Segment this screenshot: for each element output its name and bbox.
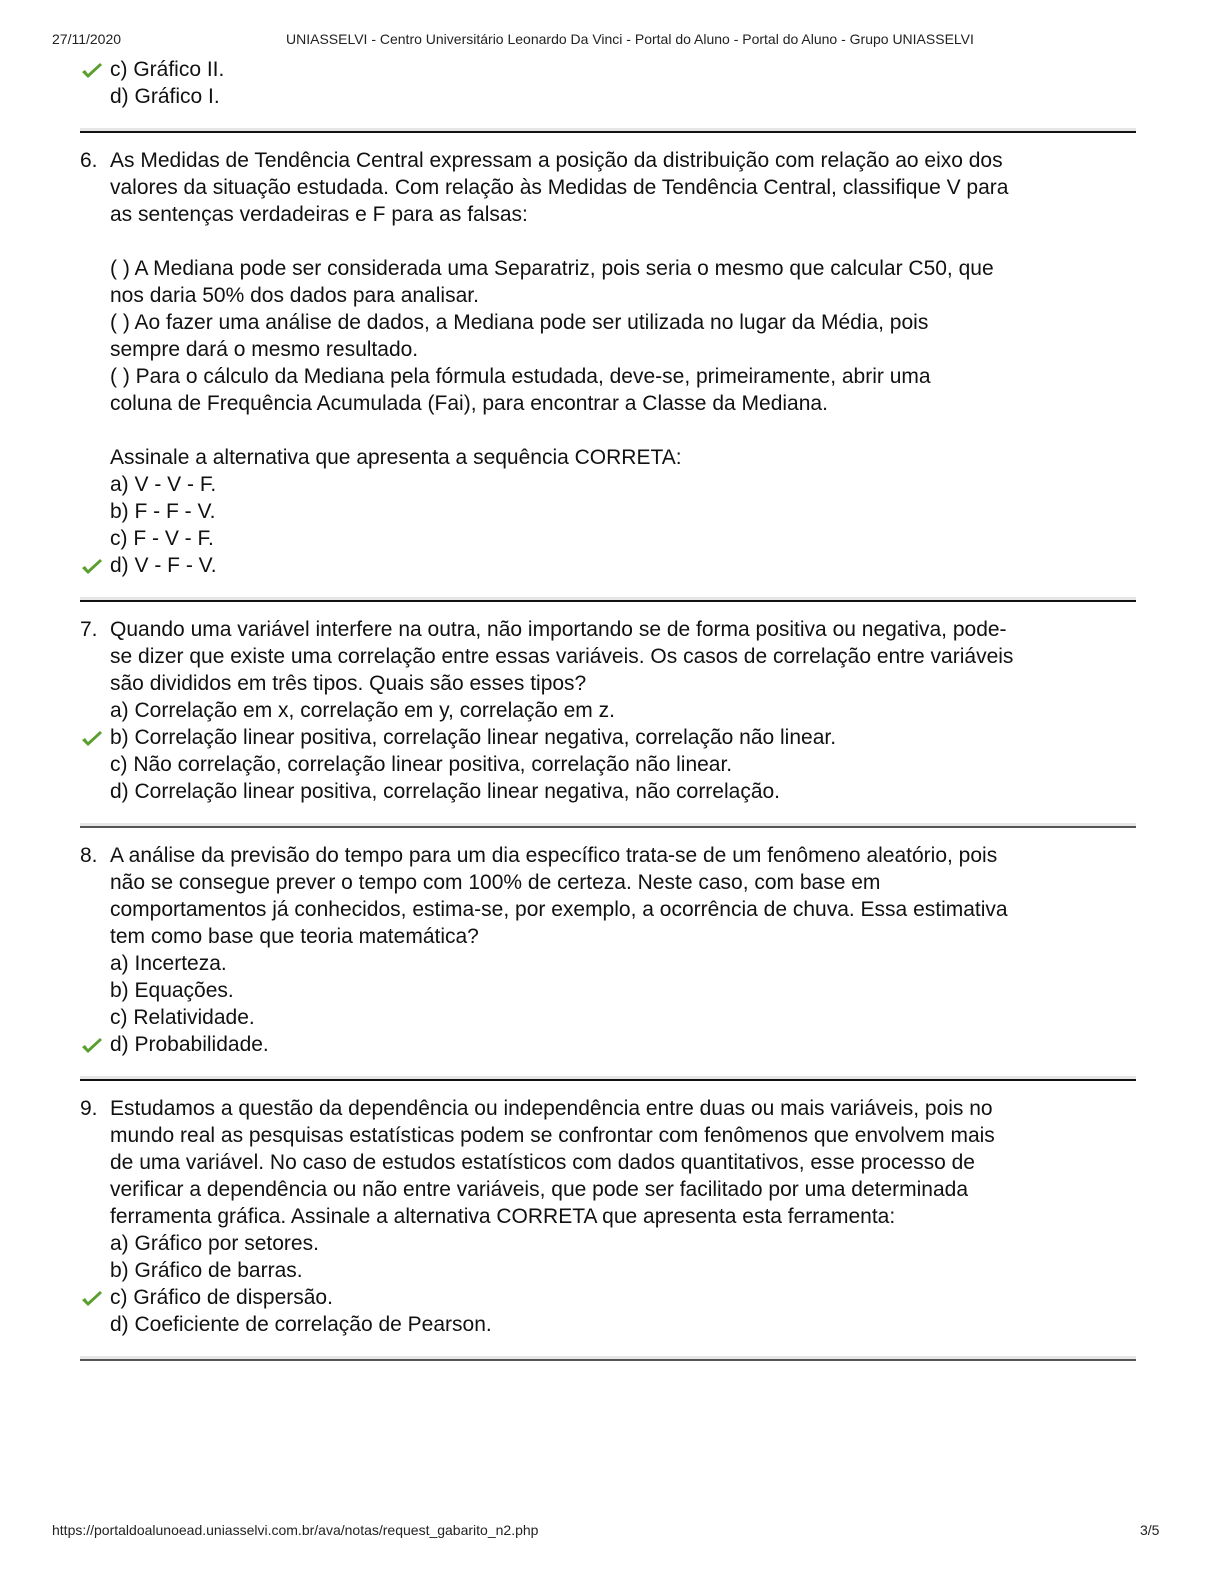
question-7: 7. Quando uma variável interfere na outra, não importando se de forma positiva ou negativa, pode- se dizer que existe uma correlação entre essas variáveis. Os casos de correlação entre variáveis são divididos em três tipos. Quais são esses tipos? a) Correlação em x, correlação em y, correlação em z. b) Correlação linear positiva, correlação linear negativa, correlação não linear. c) Não correlação, correlação linear positiva, correlação não linear. d) Correlação linear positiva, correlação linear negativa, não correlação. (80, 616, 1136, 805)
option-d: d) Correlação linear positiva, correlação linear negativa, não correlação. (110, 780, 781, 803)
option-d: d) Probabilidade. (80, 1031, 1136, 1058)
option-c: c) F - V - F. (110, 527, 214, 550)
option-a: a) V - V - F. (110, 473, 217, 496)
statement-3: ( ) Para o cálculo da Mediana pela fórmula estudada, deve-se, primeiramente, abrir uma (110, 365, 931, 388)
option-b: b) Correlação linear positiva, correlação linear negativa, correlação não linear. (80, 724, 1136, 751)
option-d: d) Gráfico I. (110, 85, 220, 108)
option-a: a) Gráfico por setores. (110, 1232, 319, 1255)
question-6: 6. As Medidas de Tendência Central expressam a posição da distribuição com relação ao eixo dos valores da situação estudada. Com relação às Medidas de Tendência Central, classifique V para as sentenças verdadeiras e F para as falsas: ( ) A Mediana pode ser considerada uma Separatriz, pois seria o mesmo que calcular C50, que nos daria 50% dos dados para analisar. ( ) Ao fazer uma análise de dados, a Mediana pode ser utilizada no lugar da Média, pois sempre dará o mesmo resultado. ( ) Para o cálculo da Mediana pela fórmula estudada, deve-se, primeiramente, abrir uma coluna de Frequência Acumulada (Fai), para encontrar a Classe da Mediana. Assinale a alternativa que apresenta a sequência CORRETA: a) V - V - F. b) F - F - V. c) F - V - F. d) V - F - V. (80, 147, 1136, 579)
option-b: b) F - F - V. (110, 500, 216, 523)
statement-1: ( ) A Mediana pode ser considerada uma Separatriz, pois seria o mesmo que calcular C50, que (110, 257, 994, 280)
check-icon (80, 1290, 104, 1308)
option-c: c) Gráfico II. (80, 56, 1136, 83)
option-d: d) V - F - V. (80, 552, 1136, 579)
check-icon (80, 558, 104, 576)
question-number: 8. (80, 844, 98, 867)
option-b: b) Equações. (110, 979, 234, 1002)
question-prompt: Assinale a alternativa que apresenta a sequência CORRETA: (110, 446, 682, 469)
question-8: 8. A análise da previsão do tempo para um dia específico trata-se de um fenômeno aleatório, pois não se consegue prever o tempo com 100% de certeza. Neste caso, com base em comportamentos já conhecidos, estima-se, por exemplo, a ocorrência de chuva. Essa estimativa tem como base que teoria matemática? a) Incerteza. b) Equações. c) Relatividade. d) Probabilidade. (80, 842, 1136, 1058)
answer-key-content (80, 56, 1136, 1361)
option-b: b) Gráfico de barras. (110, 1259, 303, 1282)
question-number: 7. (80, 618, 98, 641)
option-a: a) Incerteza. (110, 952, 227, 975)
check-icon (80, 730, 104, 748)
check-icon (80, 1037, 104, 1055)
option-c: c) Não correlação, correlação linear positiva, correlação não linear. (110, 753, 733, 776)
question-number: 6. (80, 149, 98, 172)
print-date: 27/11/2020 (52, 31, 122, 47)
question-number: 9. (80, 1097, 98, 1120)
page-number: 3/5 (1140, 1522, 1160, 1538)
option-c: c) Relatividade. (110, 1006, 255, 1029)
check-icon (80, 62, 104, 80)
option-a: a) Correlação em x, correlação em y, correlação em z. (110, 699, 615, 722)
statement-2: ( ) Ao fazer uma análise de dados, a Mediana pode ser utilizada no lugar da Média, pois (110, 311, 929, 334)
footer-url: https://portaldoalunoead.uniasselvi.com.br/ava/notas/request_gabarito_n2.php (52, 1522, 539, 1538)
page-title: UNIASSELVI - Centro Universitário Leonardo Da Vinci - Portal do Aluno - Portal do Aluno - Grupo UNIASSELVI (286, 31, 974, 47)
divider (80, 1356, 1136, 1361)
question-9: 9. Estudamos a questão da dependência ou independência entre duas ou mais variáveis, pois no mundo real as pesquisas estatísticas podem se confrontar com fenômenos que envolvem mais de uma variável. No caso de estudos estatísticos com dados quantitativos, esse processo de verificar a dependência ou não entre variáveis, que pode ser facilitado por uma determinada ferramenta gráfica. Assinale a alternativa CORRETA que apresenta esta ferramenta: a) Gráfico por setores. b) Gráfico de barras. c) Gráfico de dispersão. d) Coeficiente de correlação de Pearson. (80, 1095, 1136, 1338)
option-d: d) Coeficiente de correlação de Pearson. (110, 1313, 492, 1336)
question-5-tail (80, 56, 1136, 110)
option-c: c) Gráfico de dispersão. (80, 1284, 1136, 1311)
